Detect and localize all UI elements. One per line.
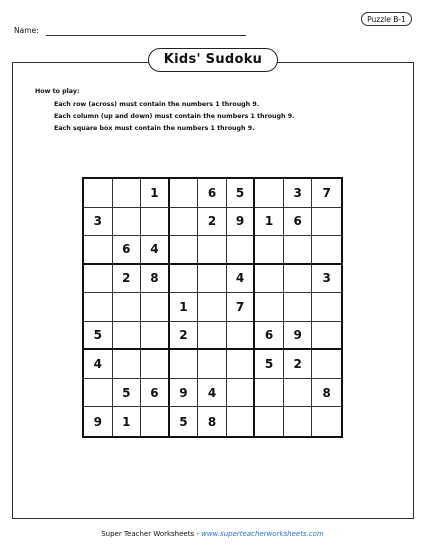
- sudoku-cell-r6-c2[interactable]: [113, 322, 142, 351]
- sudoku-cell-r8-c7[interactable]: [255, 379, 284, 408]
- sudoku-cell-r8-c8[interactable]: [284, 379, 313, 408]
- sudoku-cell-r4-c6: 4: [227, 265, 256, 294]
- rule-row: Each row (across) must contain the numbers 1 through 9.: [54, 101, 260, 108]
- sudoku-cell-r8-c1[interactable]: [84, 379, 113, 408]
- sudoku-cell-r7-c9[interactable]: [312, 350, 341, 379]
- sudoku-cell-r6-c6[interactable]: [227, 322, 256, 351]
- rule-box: Each square box must contain the numbers 1 through 9.: [54, 125, 255, 132]
- sudoku-cell-r6-c8: 9: [284, 322, 313, 351]
- sudoku-cell-r1-c4[interactable]: [170, 179, 199, 208]
- sudoku-cell-r7-c2[interactable]: [113, 350, 142, 379]
- sudoku-cell-r6-c4: 2: [170, 322, 199, 351]
- sudoku-cell-r4-c4[interactable]: [170, 265, 199, 294]
- sudoku-cell-r8-c4: 9: [170, 379, 199, 408]
- sudoku-cell-r4-c8[interactable]: [284, 265, 313, 294]
- sudoku-cell-r3-c6[interactable]: [227, 236, 256, 265]
- sudoku-cell-r2-c4[interactable]: [170, 208, 199, 237]
- sudoku-cell-r7-c3[interactable]: [141, 350, 170, 379]
- sudoku-cell-r9-c9[interactable]: [312, 407, 341, 436]
- sudoku-cell-r1-c7[interactable]: [255, 179, 284, 208]
- sudoku-cell-r7-c4[interactable]: [170, 350, 199, 379]
- sudoku-cell-r3-c7[interactable]: [255, 236, 284, 265]
- sudoku-cell-r3-c9[interactable]: [312, 236, 341, 265]
- sudoku-cell-r1-c2[interactable]: [113, 179, 142, 208]
- sudoku-cell-r3-c5[interactable]: [198, 236, 227, 265]
- sudoku-cell-r6-c3[interactable]: [141, 322, 170, 351]
- sudoku-cell-r4-c2: 2: [113, 265, 142, 294]
- sudoku-cell-r4-c5[interactable]: [198, 265, 227, 294]
- sudoku-cell-r3-c2: 6: [113, 236, 142, 265]
- sudoku-cell-r8-c5: 4: [198, 379, 227, 408]
- rules-list: [54, 100, 294, 136]
- sudoku-cell-r1-c8: 3: [284, 179, 313, 208]
- sudoku-cell-r2-c8: 6: [284, 208, 313, 237]
- sudoku-cell-r5-c5[interactable]: [198, 293, 227, 322]
- sudoku-cell-r9-c2: 1: [113, 407, 142, 436]
- sudoku-cell-r3-c8[interactable]: [284, 236, 313, 265]
- sudoku-cell-r2-c3[interactable]: [141, 208, 170, 237]
- sudoku-cell-r2-c5: 2: [198, 208, 227, 237]
- sudoku-cell-r9-c8[interactable]: [284, 407, 313, 436]
- sudoku-grid: [82, 177, 343, 438]
- sudoku-cell-r9-c6[interactable]: [227, 407, 256, 436]
- name-label: Name:: [14, 26, 39, 35]
- sudoku-cell-r2-c6: 9: [227, 208, 256, 237]
- footer-brand: Super Teacher Worksheets -: [101, 530, 202, 538]
- sudoku-cell-r4-c9: 3: [312, 265, 341, 294]
- sudoku-cell-r8-c2: 5: [113, 379, 142, 408]
- sudoku-cell-r1-c1[interactable]: [84, 179, 113, 208]
- sudoku-cell-r5-c1[interactable]: [84, 293, 113, 322]
- sudoku-cell-r9-c4: 5: [170, 407, 199, 436]
- sudoku-cell-r2-c7: 1: [255, 208, 284, 237]
- sudoku-cell-r2-c1: 3: [84, 208, 113, 237]
- puzzle-id-badge: Puzzle B-1: [361, 12, 412, 26]
- sudoku-cell-r4-c3: 8: [141, 265, 170, 294]
- sudoku-cell-r9-c5: 8: [198, 407, 227, 436]
- sudoku-cell-r5-c3[interactable]: [141, 293, 170, 322]
- sudoku-cell-r1-c3: 1: [141, 179, 170, 208]
- sudoku-cell-r3-c3: 4: [141, 236, 170, 265]
- sudoku-cell-r2-c9[interactable]: [312, 208, 341, 237]
- sudoku-cell-r3-c1[interactable]: [84, 236, 113, 265]
- sudoku-cell-r1-c9: 7: [312, 179, 341, 208]
- sudoku-cell-r7-c1: 4: [84, 350, 113, 379]
- sudoku-cell-r5-c7[interactable]: [255, 293, 284, 322]
- sudoku-cell-r8-c6[interactable]: [227, 379, 256, 408]
- sudoku-cell-r6-c9[interactable]: [312, 322, 341, 351]
- sudoku-cell-r4-c1[interactable]: [84, 265, 113, 294]
- sudoku-cell-r1-c6: 5: [227, 179, 256, 208]
- sudoku-cell-r7-c6[interactable]: [227, 350, 256, 379]
- sudoku-cell-r5-c6: 7: [227, 293, 256, 322]
- sudoku-cell-r8-c3: 6: [141, 379, 170, 408]
- sudoku-cell-r9-c1: 9: [84, 407, 113, 436]
- sudoku-cell-r2-c2[interactable]: [113, 208, 142, 237]
- sudoku-cell-r3-c4[interactable]: [170, 236, 199, 265]
- sudoku-cell-r7-c5[interactable]: [198, 350, 227, 379]
- rule-column: Each column (up and down) must contain the numbers 1 through 9.: [54, 113, 295, 120]
- sudoku-cell-r9-c3[interactable]: [141, 407, 170, 436]
- sudoku-cell-r5-c8[interactable]: [284, 293, 313, 322]
- sudoku-cell-r5-c9[interactable]: [312, 293, 341, 322]
- sudoku-cell-r7-c8: 2: [284, 350, 313, 379]
- sudoku-cell-r6-c7: 6: [255, 322, 284, 351]
- sudoku-cell-r5-c4: 1: [170, 293, 199, 322]
- sudoku-cell-r9-c7[interactable]: [255, 407, 284, 436]
- sudoku-cell-r4-c7[interactable]: [255, 265, 284, 294]
- name-input-line[interactable]: [46, 35, 246, 36]
- footer-url-link[interactable]: www.superteacherworksheets.com: [201, 530, 324, 538]
- footer: [0, 530, 425, 538]
- sudoku-cell-r5-c2[interactable]: [113, 293, 142, 322]
- sudoku-cell-r6-c5[interactable]: [198, 322, 227, 351]
- sudoku-cell-r6-c1: 5: [84, 322, 113, 351]
- worksheet-title: Kids' Sudoku: [148, 48, 278, 72]
- sudoku-cell-r7-c7: 5: [255, 350, 284, 379]
- sudoku-cell-r1-c5: 6: [198, 179, 227, 208]
- sudoku-cell-r8-c9: 8: [312, 379, 341, 408]
- how-to-play-heading: How to play:: [35, 88, 80, 95]
